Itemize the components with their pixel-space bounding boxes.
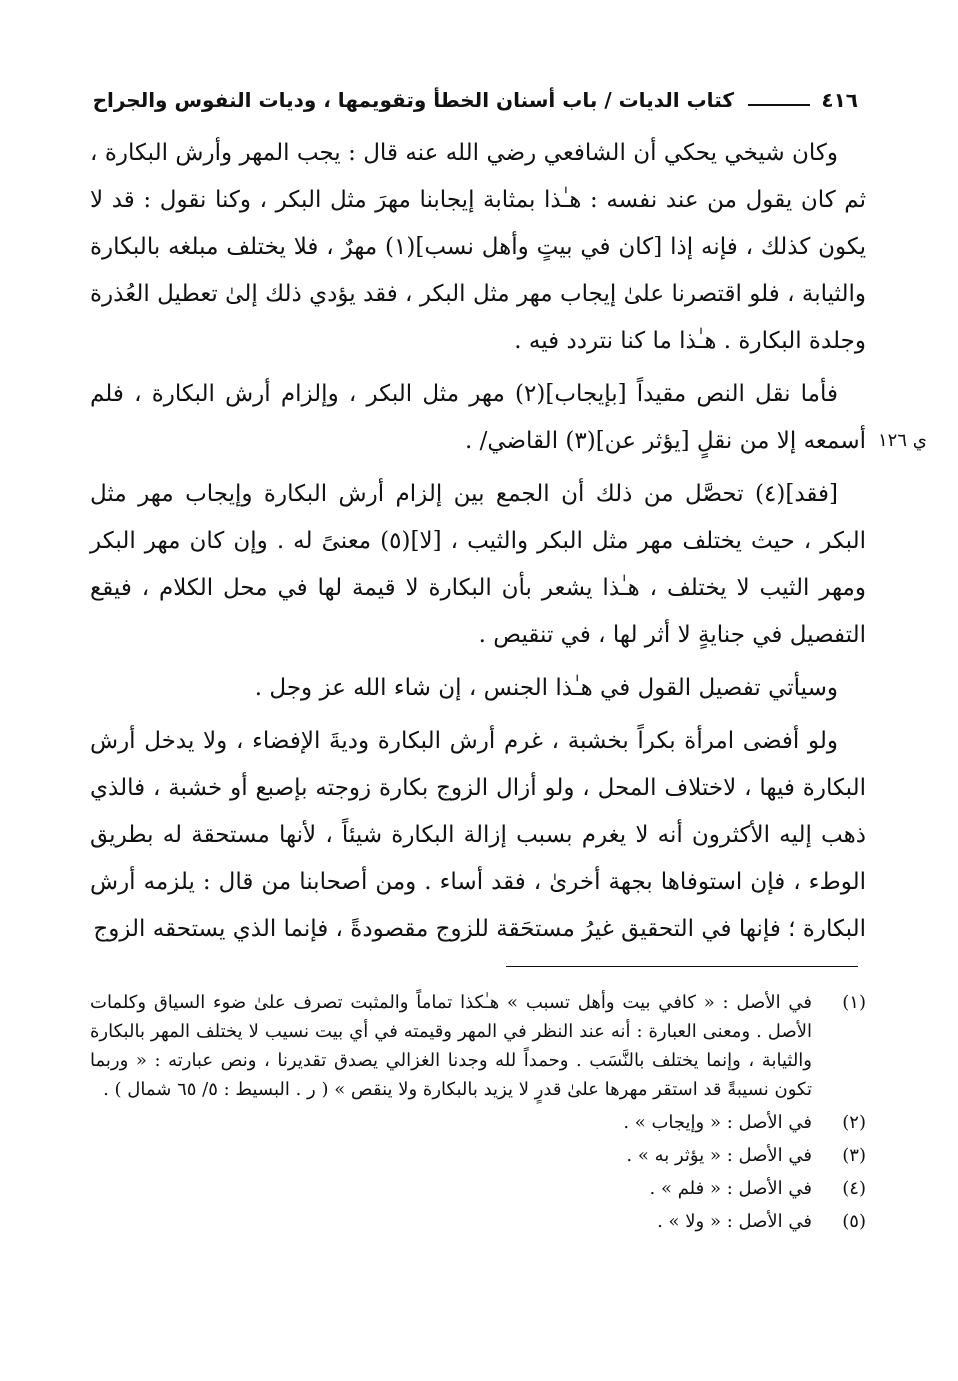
footnote-text: في الأصل : « فلم » . <box>649 1178 812 1199</box>
paragraph: وسيأتي تفصيل القول في هـٰذا الجنس ، إن شاء الله عز وجل . <box>254 675 838 701</box>
margin-folio-note: ي ١٢٦ <box>878 430 927 451</box>
paragraph: ولو أفضى امرأة بكراً بخشبة ، غرم أرش البكارة وديةَ الإفضاء ، ولا يدخل أرش البكارة فيها ، لاختلاف المحل ، ولو أزال الزوج بكارة زوجته بإصبع أو خشبة ، فالذي ذهب إليه الأكثرون أنه لا يغرم بسبب إزالة البكارة شيئاً ، لأنها مستحقة له بطريق الوطء ، فإن استوفاها بجهة أخرىٰ ، فقد أساء . ومن أصحابنا من قال : يلزمه أرش البكارة ؛ فإنها في التحقيق غيرُ مستحَقة للزوج مقصودةً ، فإنما الذي يستحقه الزوج <box>90 728 866 942</box>
page-number: ٤١٦ <box>821 88 858 112</box>
footnote-text: في الأصل : « وإيجاب » . <box>623 1112 812 1133</box>
header-rule <box>748 104 810 106</box>
footnote <box>90 1207 866 1236</box>
footnote-number: (١) <box>842 992 866 1013</box>
paragraph: وكان شيخي يحكي أن الشافعي رضي الله عنه قال : يجب المهر وأرش البكارة ، ثم كان يقول من عند نفسه : هـٰذا بمثابة إيجابنا مهرَ مثل البكر ، وكنا نقول : قد لا يكون كذلك ، فإنه إذا [كان في بيتٍ وأهل نسب](١) مهرٌ ، فلا يختلف مبلغه بالبكارة والثيابة ، فلو اقتصرنا علىٰ إيجاب مهر مثل البكر ، فقد يؤدي ذلك إلىٰ تعطيل العُذرة وجلدة البكارة . هـٰذا ما كنا نتردد فيه . <box>90 140 866 354</box>
footnote-number: (٣) <box>842 1145 866 1166</box>
footnote-number: (٥) <box>842 1211 866 1232</box>
footnote-text: في الأصل : « ولا » . <box>657 1211 812 1232</box>
footnote-separator <box>506 966 858 967</box>
paragraph: [فقد](٤) تحصَّل من ذلك أن الجمع بين إلزام أرش البكارة وإيجاب مهر مثل البكر ، حيث يختلف مهر مثل البكر والثيب ، [لا](٥) معنىً له . وإن كان مهر البكر ومهر الثيب لا يختلف ، هـٰذا يشعر بأن البكارة لا قيمة لها في محل الكلام ، فيقع التفصيل في جنايةٍ لا أثر لها ، في تنقيص . <box>90 481 867 648</box>
main-text <box>90 130 866 959</box>
footnote <box>90 1141 866 1170</box>
footnote-number: (٤) <box>842 1178 866 1199</box>
header-title: كتاب الديات / باب أسنان الخطأ وتقويمها ، وديات النفوس والجراح <box>92 88 734 112</box>
footnote-text: في الأصل : « يؤثر به » . <box>626 1145 812 1166</box>
footnote <box>90 1174 866 1203</box>
footnote <box>90 988 866 1104</box>
running-header <box>86 84 858 124</box>
footnote <box>90 1108 866 1137</box>
footnote-number: (٢) <box>842 1112 866 1133</box>
footnote-text: في الأصل : « كافي بيت وأهل تسبب » هـٰكذا تماماً والمثبت تصرف علىٰ ضوء السياق وكلمات الأصل . ومعنى العبارة : أنه عند النظر في المهر وقيمته في أي بيت نسيب لا يختلف المهر بالبكارة والثيابة ، وإنما يختلف بالنَّسَب . وحمداً لله وجدنا الغزالي يصدق تقديرنا ، ونص عبارته : « وربما تكون نسيبةً قد استقر مهرها علىٰ قدرٍ لا يزيد بالبكارة ولا ينقص » ( ر . البسيط : ٥/ ٦٥ شمال ) . <box>90 992 812 1100</box>
footnotes <box>90 988 866 1240</box>
paragraph: فأما نقل النص مقيداً [بإيجاب](٢) مهر مثل البكر ، وإلزام أرش البكارة ، فلم أسمعه إلا من نقلٍ [يؤثر عن](٣) القاضي/ . <box>90 381 866 454</box>
